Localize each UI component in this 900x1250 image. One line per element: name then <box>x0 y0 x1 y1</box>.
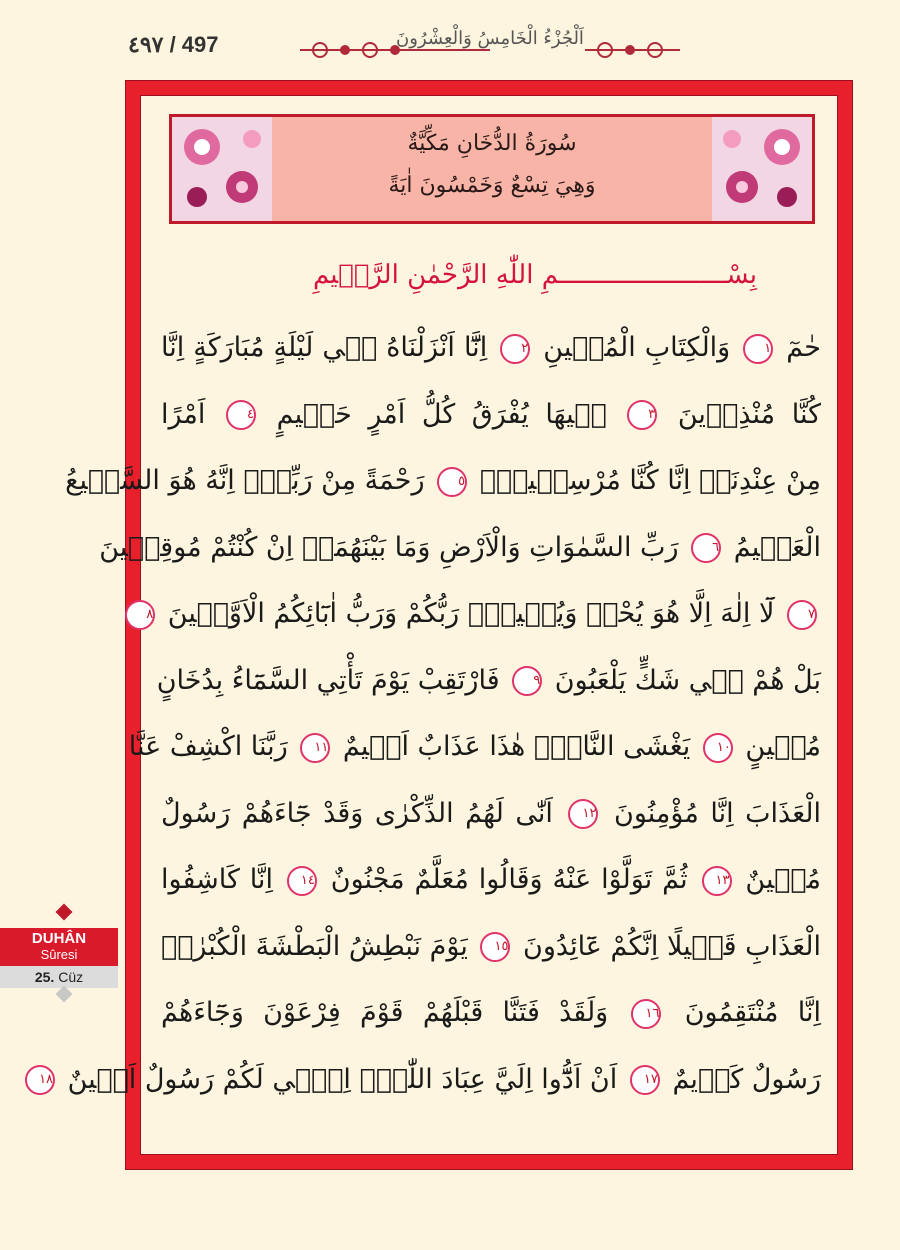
verse-text: حٰمٓ <box>786 332 821 363</box>
page-number: ٤٩٧ / 497 <box>128 32 219 57</box>
tab-top-ornament-icon <box>56 904 73 921</box>
surah-name-line: سُورَةُ الدُّخَانِ مَكِّيَّةٌ <box>407 131 577 156</box>
surah-title-banner <box>169 114 815 224</box>
verse-line <box>65 451 821 518</box>
ayah-number-marker: ٣ <box>627 400 657 430</box>
tab-bottom-ornament-icon <box>56 986 73 1003</box>
verse-text: يَوْمَ نَبْطِشُ الْبَطْشَةَ الْكُبْرٰىۚ <box>161 930 468 962</box>
verse-line <box>156 651 821 718</box>
verse-text: رَحْمَةً مِنْ رَبِّكَۜ اِنَّهُ هُوَ السَّم۪يعُ <box>65 465 425 496</box>
ayah-number-marker: ١٣ <box>702 866 732 896</box>
basmala <box>197 254 757 304</box>
surah-side-tab[interactable] <box>0 906 118 1006</box>
verse-text: بَلْ هُمْ ف۪ي شَكٍّ يَلْعَبُونَ <box>554 664 821 696</box>
verse-text: مُب۪ينٌ <box>745 864 821 895</box>
verse-text: ثُمَّ تَوَلَّوْا عَنْهُ وَقَالُوا مُعَلَّمٌ مَجْنُونٌ <box>330 864 688 895</box>
verse-line <box>128 717 821 784</box>
verse-text: كُنَّا مُنْذِر۪ينَ <box>677 398 821 430</box>
verse-text: لَٓا اِلٰهَ اِلَّا هُوَ يُحْي۪ وَيُم۪يتُۜ رَبُّكُمْ وَرَبُّ اٰبَٓائِكُمُ الْاَوَّل۪ينَ <box>167 598 775 629</box>
page-header <box>0 0 900 70</box>
verse-text: رَبَّنَا اكْشِفْ عَنَّا <box>128 731 288 762</box>
surah-sub-label: Sûresi <box>40 947 78 962</box>
ayah-number-marker: ١٦ <box>631 999 661 1029</box>
verse-text: اِنَّا مُنْتَقِمُونَ <box>684 997 821 1028</box>
banner-floral-ornament-right <box>712 117 812 221</box>
surah-name-label: DUHÂN <box>31 930 87 947</box>
verse-line <box>161 983 821 1050</box>
verse-text: ف۪يهَا يُفْرَقُ كُلُّ اَمْرٍ حَك۪يمٍ <box>276 398 607 430</box>
ayah-number-marker: ٧ <box>787 600 817 630</box>
verse-line <box>39 1050 821 1117</box>
verse-text: اَنْ اَدُّٓوا اِلَيَّ عِبَادَ اللّٰهِۜ اِنّ۪ي لَكُمْ رَسُولٌ اَم۪ينٌ <box>67 1063 618 1095</box>
ayah-number-marker: ١٢ <box>568 799 598 829</box>
verse-text: الْعَل۪يمُ <box>733 531 821 563</box>
verse-count-line: وَهِيَ تِسْعٌ وَخَمْسُونَ اٰيَةً <box>388 173 596 198</box>
verse-line <box>146 584 821 651</box>
verse-text: مِنْ عِنْدِنَاۜ اِنَّا كُنَّا مُرْسِل۪ينَۚ <box>479 465 821 496</box>
verse-text: مُب۪ينٍ <box>745 731 821 762</box>
verse-line <box>161 784 821 851</box>
verse-line <box>99 518 821 585</box>
verse-text: وَالْكِتَابِ الْمُب۪ينِ <box>543 332 731 363</box>
ayah-number-marker: ١٤ <box>287 866 317 896</box>
juz-number: 25. <box>34 969 55 985</box>
ayah-number-marker: ١٠ <box>703 733 733 763</box>
verse-line <box>161 385 821 452</box>
juz-tab <box>0 966 118 988</box>
banner-center <box>272 117 712 221</box>
ayah-number-marker: ١٨ <box>25 1065 55 1095</box>
banner-floral-ornament-left <box>172 117 272 221</box>
verse-line <box>161 850 821 917</box>
verse-text: رَبِّ السَّمٰوَاتِ وَالْاَرْضِ وَمَا بَيْنَهُمَاۢ اِنْ كُنْتُمْ مُوقِن۪ينَ <box>99 531 679 563</box>
verse-text: اَمْرًا <box>161 398 206 430</box>
verse-text: اَنّٰى لَهُمُ الذِّكْرٰى وَقَدْ جَٓاءَهُمْ رَسُولٌ <box>161 797 553 829</box>
juz-title: اَلْجُزْءُ الْخَامِسُ وَالْعِشْرُونَ <box>396 28 584 49</box>
header-ornament-right <box>585 38 680 62</box>
ayah-number-marker: ٩ <box>512 666 542 696</box>
ayah-number-marker: ٦ <box>691 533 721 563</box>
ayah-number-marker: ١ <box>743 334 773 364</box>
verse-text: الْعَذَابِ قَل۪يلًا اِنَّكُمْ عَٓائِدُونَ <box>523 930 821 962</box>
verse-text: اِنَّا كَاشِفُوا <box>161 864 273 895</box>
verse-text: وَلَقَدْ فَتَنَّا قَبْلَهُمْ قَوْمَ فِرْعَوْنَ وَجَٓاءَهُمْ <box>161 997 609 1028</box>
ayah-number-marker: ٨ <box>125 600 155 630</box>
verse-text: رَسُولٌ كَر۪يمٌ <box>672 1063 821 1095</box>
verse-text: يَغْشَى النَّاسَۜ هٰذَا عَذَابٌ اَل۪يمٌ <box>342 731 691 762</box>
ayah-number-marker: ٤ <box>226 400 256 430</box>
ayah-number-marker: ٢ <box>500 334 530 364</box>
ayah-number-marker: ١١ <box>300 733 330 763</box>
verse-line <box>161 917 821 984</box>
basmala-text: بِسْــــــــــــــــــــــمِ اللّٰهِ الرَّحْمٰنِ الرَّح۪يمِ <box>312 260 757 290</box>
ayah-number-marker: ٥ <box>437 467 467 497</box>
ayah-number-marker: ١٥ <box>480 932 510 962</box>
ayah-number-marker: ١٧ <box>630 1065 660 1095</box>
verse-text: فَارْتَقِبْ يَوْمَ تَأْتِي السَّمَٓاءُ بِدُخَانٍ <box>156 664 500 696</box>
surah-name-tab <box>0 928 118 966</box>
verse-text: الْعَذَابَ اِنَّا مُؤْمِنُونَ <box>614 797 821 829</box>
verse-text: اِنَّٓا اَنْزَلْنَاهُ ف۪ي لَيْلَةٍ مُبَارَكَةٍ اِنَّا <box>161 332 488 363</box>
verse-line <box>161 318 821 385</box>
juz-label: Cüz <box>58 969 84 985</box>
